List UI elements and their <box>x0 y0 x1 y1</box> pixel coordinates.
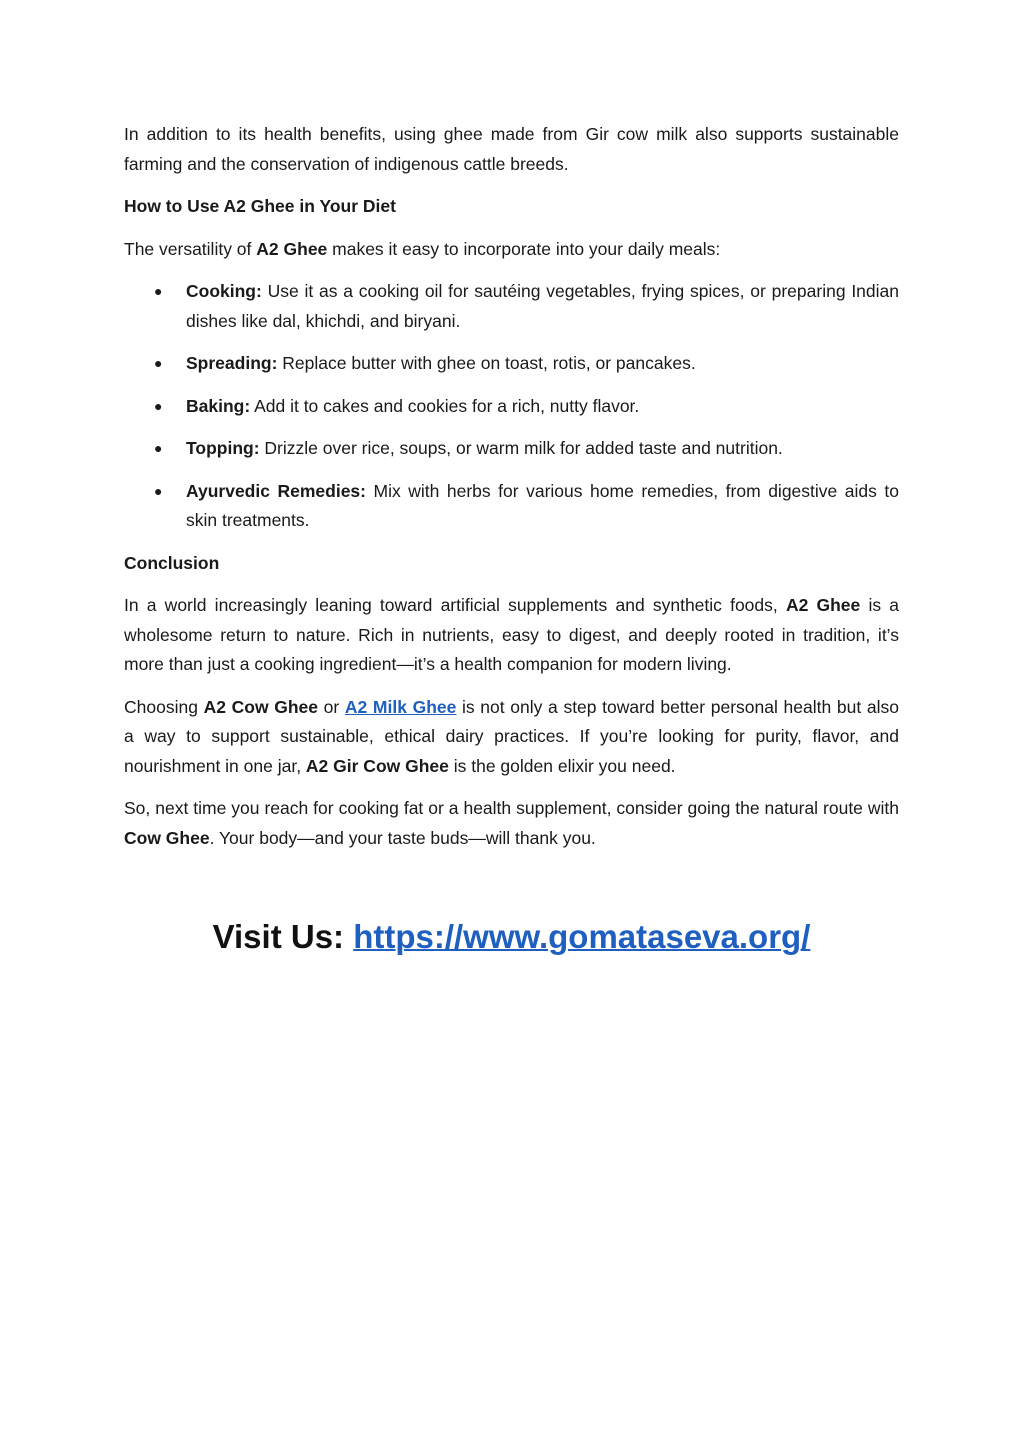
conclusion-paragraph-1 <box>124 591 899 680</box>
text-run: is a wholesome return to nature. Rich in nutrients, easy to digest, and deeply rooted in tradition, it’s more than just a cooking ingredient—it’s a health companion for modern living. <box>124 595 899 674</box>
text-run: . Your body—and your taste buds—will thank you. <box>209 827 596 848</box>
list-item-text: Mix with herbs for various home remedies, from digestive aids to skin treatments. <box>186 480 899 530</box>
bold-run: A2 Gir Cow Ghee <box>305 755 449 776</box>
list-item <box>124 392 899 422</box>
list-item-text: Add it to cakes and cookies for a rich, nutty flavor. <box>250 395 640 416</box>
bold-run: A2 Ghee <box>785 595 861 615</box>
bullet-icon: ● <box>154 355 163 371</box>
section-heading-how-to-use: How to Use A2 Ghee in Your Diet <box>124 196 396 216</box>
section-heading-conclusion: Conclusion <box>124 552 220 573</box>
list-item-text: Replace butter with ghee on toast, rotis, or pancakes. <box>277 353 696 373</box>
text-run: is the golden elixir you need. <box>448 755 676 776</box>
lead-text: The versatility of <box>124 238 257 259</box>
list-item <box>124 277 899 336</box>
list-item-label: Topping: <box>186 438 260 458</box>
bold-run: A2 Cow Ghee <box>203 696 318 717</box>
lead-text-end: makes it easy to incorporate into your daily meals: <box>327 238 721 259</box>
text-run: is not only a step toward better personal health but also a way to support sustainable, ethical dairy practices. If you’re looking for purity, flavor, and nourishment in one jar, <box>124 696 899 776</box>
list-item-text: Drizzle over rice, soups, or warm milk for added taste and nutrition. <box>259 438 783 458</box>
text-run: Choosing <box>124 696 204 717</box>
visit-us-label: Visit Us: <box>212 918 354 955</box>
bullet-icon: ● <box>154 283 163 299</box>
visit-us-line <box>0 915 1023 959</box>
conclusion-paragraph-2 <box>124 693 899 782</box>
text-run: So, next time you reach for cooking fat or a health supplement, consider going the natural route with <box>124 798 899 818</box>
lead-bold: A2 Ghee <box>256 238 328 259</box>
bullet-icon: ● <box>154 397 163 414</box>
list-item-label: Spreading: <box>186 353 278 373</box>
list-item-label: Baking: <box>186 395 251 416</box>
list-item <box>124 434 899 464</box>
list-item <box>124 477 899 536</box>
text-run: or <box>318 696 345 717</box>
a2-milk-ghee-link[interactable]: A2 Milk Ghee <box>344 696 457 717</box>
list-item-label: Ayurvedic Remedies: <box>186 480 366 501</box>
website-link[interactable]: https://www.gomataseva.org/ <box>353 918 811 955</box>
text-run: In a world increasingly leaning toward artificial supplements and synthetic foods, <box>124 595 786 615</box>
conclusion-paragraph-3 <box>124 794 899 853</box>
intro-text: In addition to its health benefits, using ghee made from Gir cow milk also supports sustainable farming and the conservation of indigenous cattle breeds. <box>124 124 899 174</box>
intro-paragraph <box>124 120 899 179</box>
how-to-use-lead <box>124 235 899 265</box>
list-item-label: Cooking: <box>186 281 262 301</box>
bullet-icon: ● <box>154 440 163 456</box>
bold-run: Cow Ghee <box>124 827 210 848</box>
document-body <box>124 120 899 866</box>
list-item <box>124 349 899 379</box>
usage-list <box>124 277 899 536</box>
list-item-text: Use it as a cooking oil for sautéing vegetables, frying spices, or preparing Indian dishes like dal, khichdi, and biryani. <box>186 281 899 331</box>
bullet-icon: ● <box>154 482 163 499</box>
